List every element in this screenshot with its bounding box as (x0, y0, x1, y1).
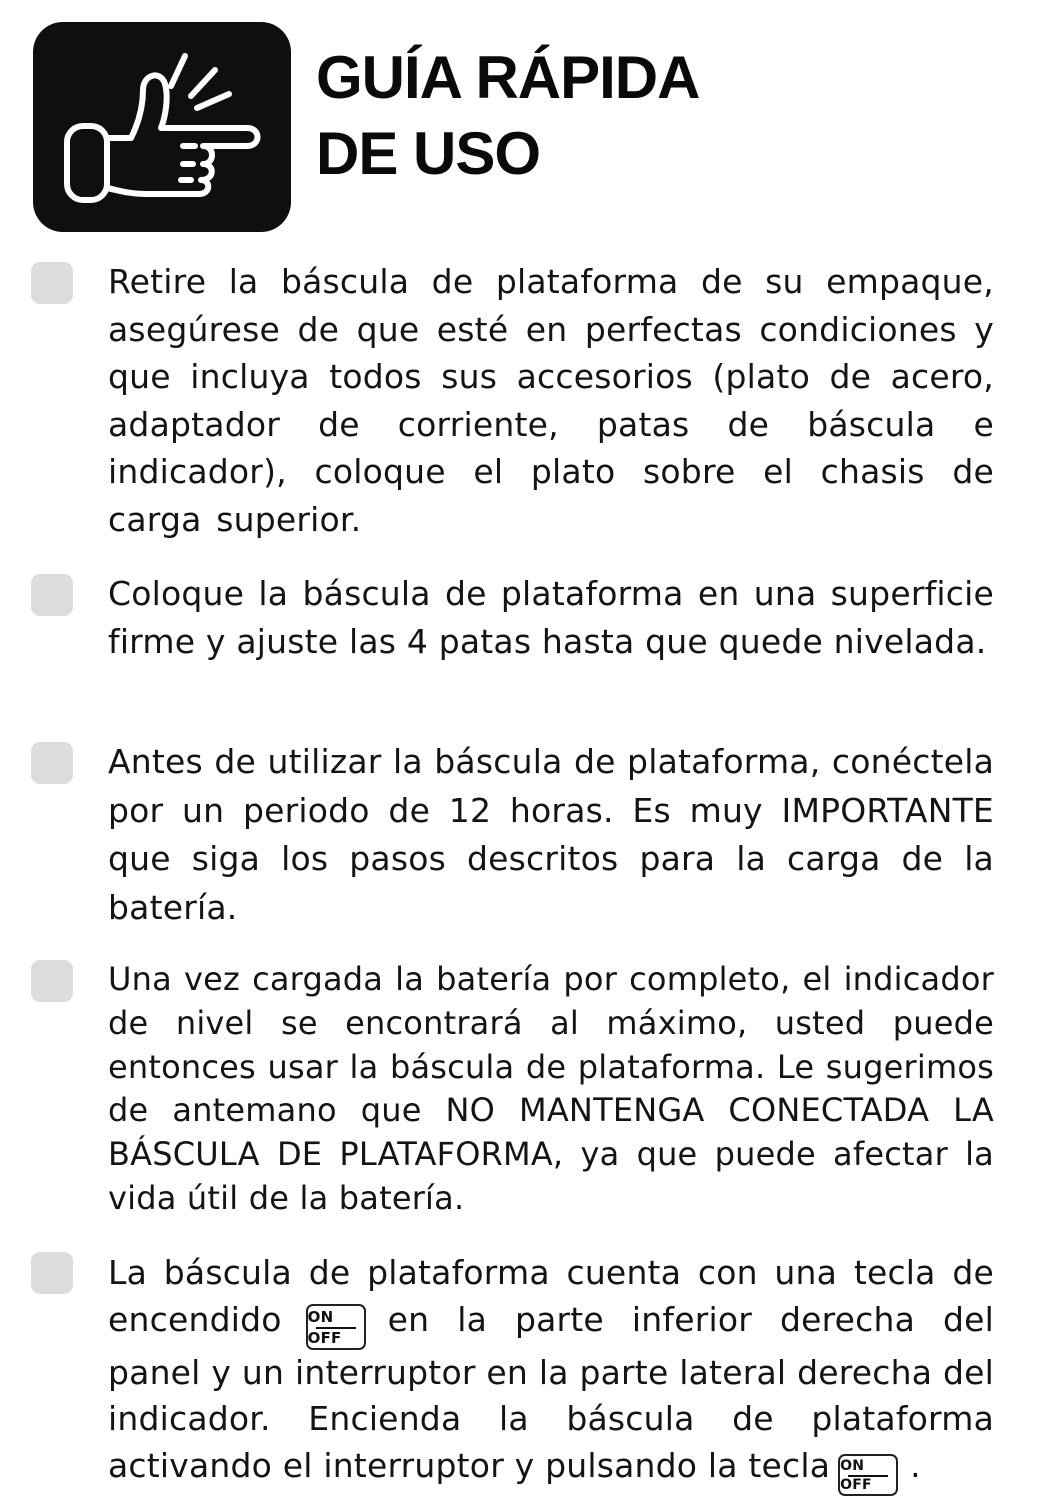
page-title (316, 40, 699, 192)
on-off-key-icon (306, 1304, 366, 1350)
step-text-part-2: en la parte inferior derecha del panel y un interruptor en la parte lateral derecha del indicador. Encienda la báscula de plataforma activando el interruptor y pulsando la tecla (108, 1299, 994, 1485)
step-text: Una vez cargada la batería por completo, el indicador de nivel se encontrará al máximo, usted puede entonces usar la báscula de plataforma. Le sugerimos de antemano que NO MANTENGA CONECTADA LA BÁSCULA DE PLATAFORMA, ya que puede afectar la vida útil de la batería. (108, 960, 994, 1217)
on-label: ON (307, 1307, 334, 1326)
title-line-1: GUÍA RÁPIDA (316, 44, 700, 111)
step-text: Antes de utilizar la báscula de plataforma, conéctela por un periodo de 12 horas. Es muy IMPORTANTE que siga los pasos descritos para la carga de la batería. (108, 742, 994, 927)
step-checkbox[interactable] (31, 960, 73, 1002)
off-label: OFF (840, 1476, 872, 1493)
title-line-2: DE USO (316, 120, 541, 187)
off-label: OFF (307, 1328, 342, 1347)
step-text-part-1: La báscula de plataforma cuenta con una tecla de encendido (108, 1253, 994, 1339)
step-checkbox[interactable] (31, 262, 73, 304)
step-checkbox[interactable] (31, 1252, 73, 1294)
pointing-hand-icon (33, 22, 291, 232)
step-text-end: . (910, 1445, 921, 1485)
on-off-key-icon (838, 1454, 898, 1496)
step-text: Retire la báscula de plataforma de su empaque, asegúrese de que esté en perfectas condiciones y que incluya todos sus accesorios (plato de acero, adaptador de corriente, patas de báscula e indicador), coloque el plato sobre el chasis de carga superior. (108, 262, 994, 539)
step-checkbox[interactable] (31, 574, 73, 616)
step-checkbox[interactable] (31, 742, 73, 784)
step-text (108, 1250, 994, 1496)
pointing-hand-icon-graphic (33, 22, 291, 232)
step-text: Coloque la báscula de plataforma en una superficie firme y ajuste las 4 patas hasta que quede nivelada. (108, 574, 994, 661)
on-label: ON (840, 1457, 865, 1474)
